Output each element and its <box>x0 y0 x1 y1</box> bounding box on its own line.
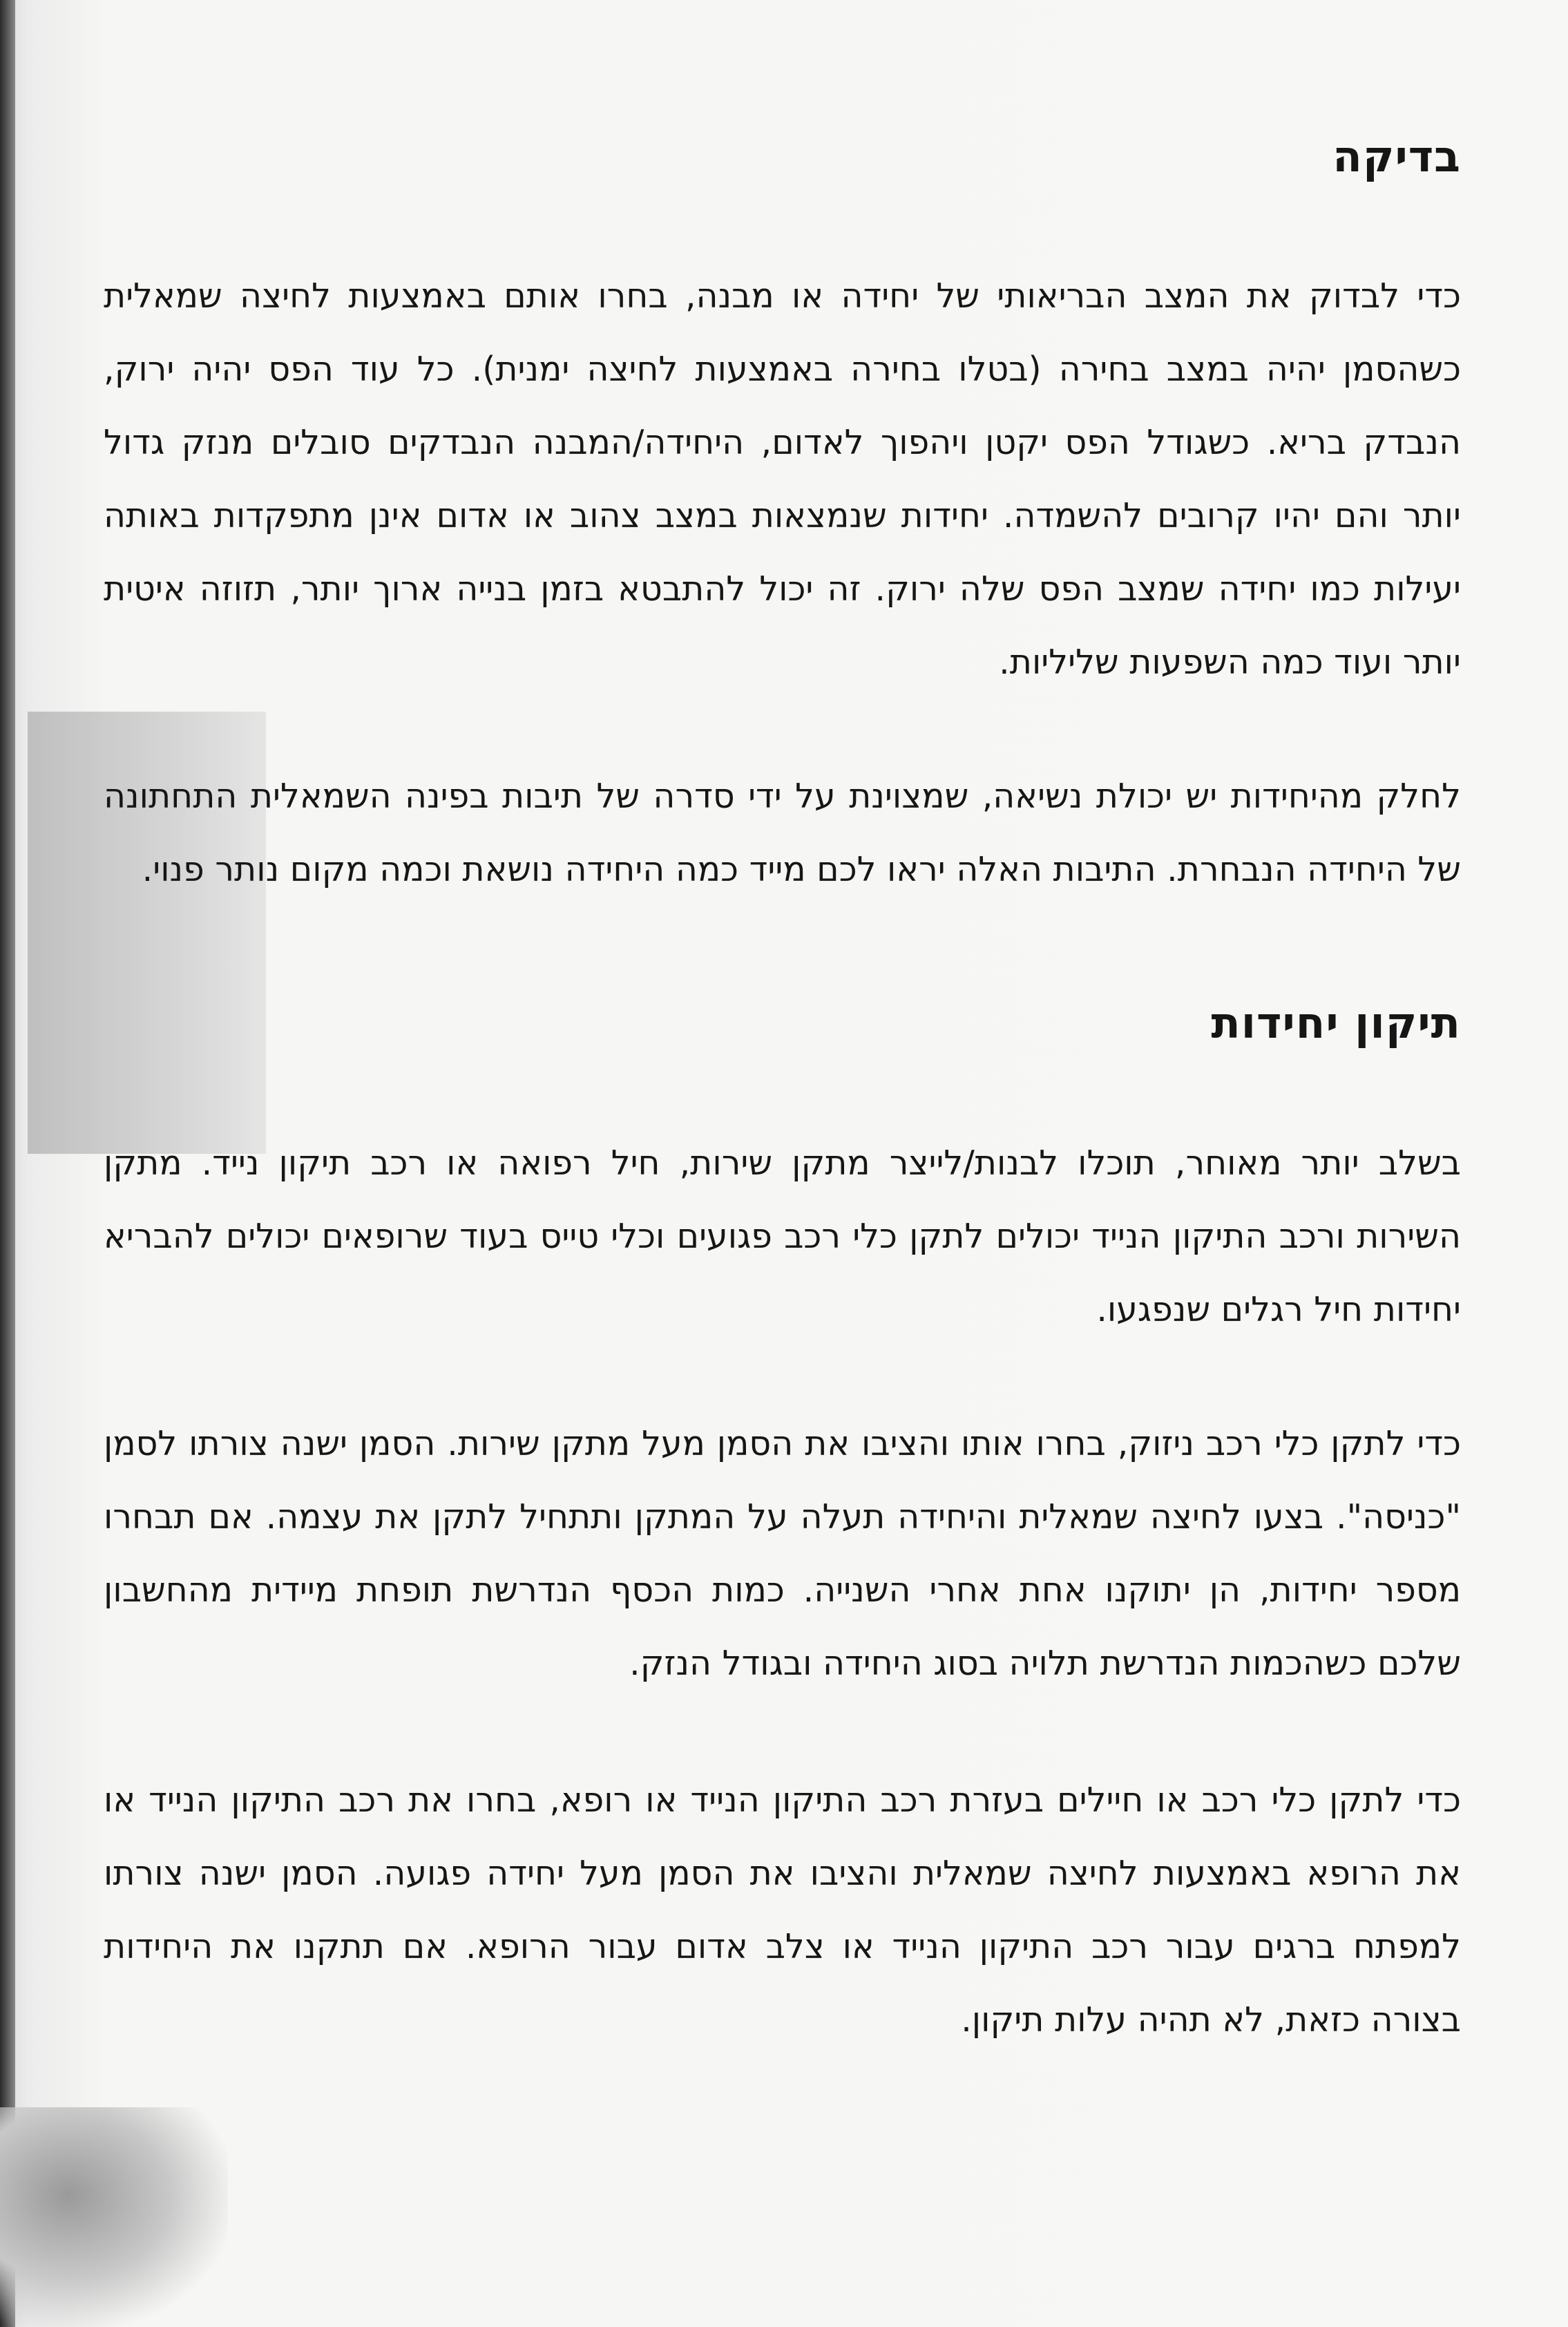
corner-shadow <box>0 2107 228 2327</box>
paragraph-repair-units-intro: בשלב יותר מאוחר, תוכלו לבנות/לייצר מתקן שירות, חיל רפואה או רכב תיקון נייד. מתקן השירות ורכב התיקון הנייד יכולים לתקן כלי רכב פגועים וכלי טייס בעוד שרופאים יכולים להבריא יחידות חיל רגלים שנפגעו. <box>104 1143 1461 1329</box>
paragraph-repair-service-facility: כדי לתקן כלי רכב ניזוק, בחרו אותו והציבו את הסמן מעל מתקן שירות. הסמן ישנה צורתו לסמן "כניסה". בצעו לחיצה שמאלית והיחידה תעלה על המתקן ותתחיל לתקן את עצמה. אם תבחרו מספר יחידות, הן יתוקנו אחת אחרי השנייה. כמות הכסף הנדרשת תופחת מיידית מהחשבון שלכם כשהכמות הנדרשת תלויה בסוג היחידה ובגודל הנזק. <box>104 1423 1461 1683</box>
page-binding-edge <box>0 0 15 2327</box>
document-content <box>104 131 1461 2057</box>
paragraph-repair-mobile-medic: כדי לתקן כלי רכב או חיילים בעזרת רכב התיקון הנייד או רופא, בחרו את רכב התיקון הנייד או את הרופא באמצעות לחיצה שמאלית והציבו את הסמן מעל יחידה פגועה. הסמן ישנה צורתו למפתח ברגים עבור רכב התיקון הנייד או צלב אדום עבור הרופא. אם תתקנו את היחידות בצורה כזאת, לא תהיה עלות תיקון. <box>104 1780 1461 2040</box>
paragraph-carry-capacity: לחלק מהיחידות יש יכולת נשיאה, שמצוינת על ידי סדרה של תיבות בפינה השמאלית התחתונה של היחידה הנבחרת. התיבות האלה יראו לכם מייד כמה היחידה נושאת וכמה מקום נותר פנוי. <box>104 777 1461 890</box>
section-heading-repair: תיקון יחידות <box>1211 998 1461 1049</box>
section-heading-check: בדיקה <box>1332 131 1461 182</box>
paragraph-check-health: כדי לבדוק את המצב הבריאותי של יחידה או מבנה, בחרו אותם באמצעות לחיצה שמאלית כשהסמן יהיה במצב בחירה (בטלו בחירה באמצעות לחיצה ימנית). כל עוד הפס יהיה ירוק, הנבדק בריא. כשגודל הפס יקטן ויהפוך לאדום, היחידה/המבנה הנבדקים סובלים מנזק גדול יותר והם יהיו קרובים להשמדה. יחידות שנמצאות במצב צהוב או אדום אינן מתפקדות באותה יעילות כמו יחידה שמצב הפס שלה ירוק. זה יכול להתבטא בזמן בנייה ארוך יותר, תזוזה איטית יותר ועוד כמה השפעות שליליות. <box>104 276 1461 683</box>
